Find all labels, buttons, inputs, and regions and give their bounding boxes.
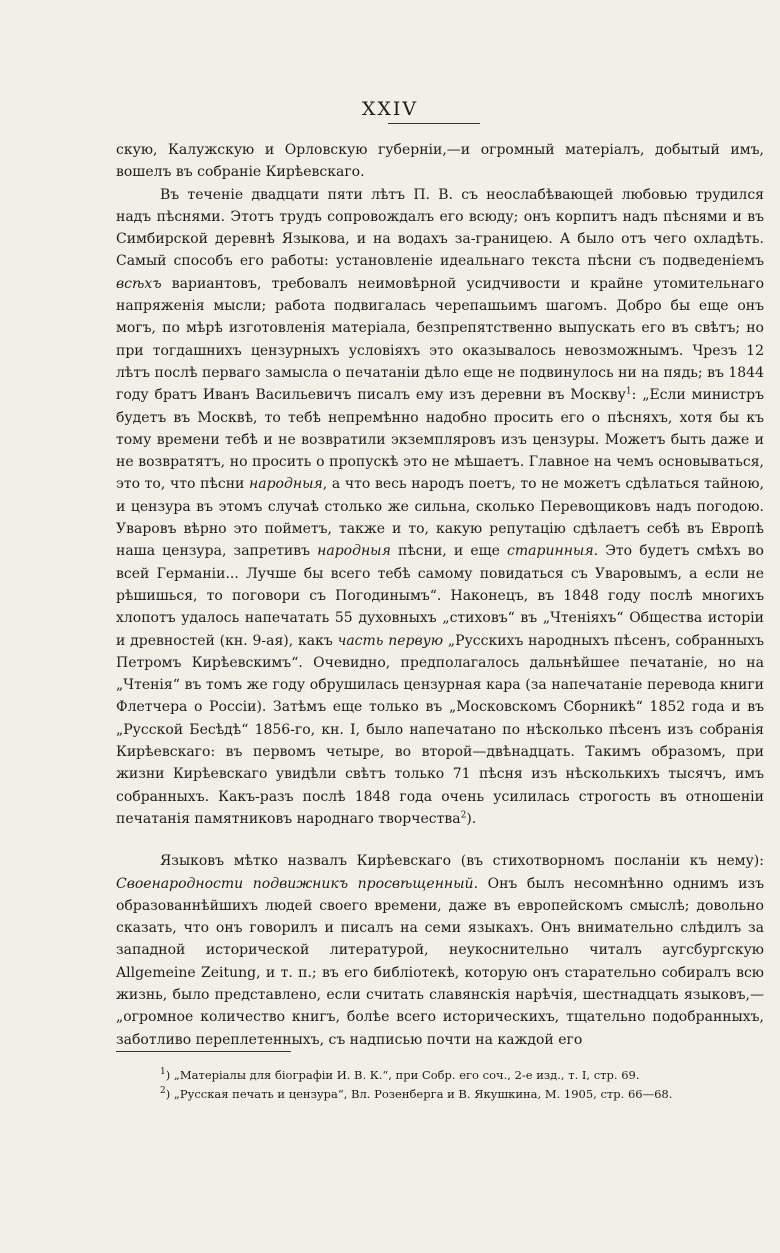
p2-emphasis-3: народныя xyxy=(317,543,391,560)
footnote-mark: 2 xyxy=(160,1086,166,1097)
p2-text-8: ). xyxy=(466,810,477,827)
footnote-mark: 1 xyxy=(160,1067,166,1078)
footnotes xyxy=(160,1066,760,1104)
footnote-2 xyxy=(160,1085,760,1104)
p3-text-2: Онъ былъ несомнѣнно однимъ изъ образованнѣйшихъ людей своего времени, даже въ европейскомъ смыслѣ; довольно сказать, что онъ говорилъ и писалъ на семи языкахъ. Онъ внимательно слѣдилъ за западной исторической литературой, неукоснительно читалъ аугсбургскую Allgemeine Zeitung, и т. п.; въ его библіотекѣ, которую онъ старательно собиралъ всю жизнь, было представлено, если считать славянскія нарѣчія, шестнадцать языковъ,—„огромное количество книгъ, болѣе всего историческихъ, тщательно подобранныхъ, заботливо переплетенныхъ, съ надписью почти на каждой его xyxy=(116,875,764,1048)
p2-emphasis-2: народныя xyxy=(249,476,323,493)
footnote-text: ) „Матеріалы для біографіи И. В. К.“, при Собр. его соч., 2-е изд., т. I, стр. 69. xyxy=(165,1068,640,1082)
p2-emphasis-5: часть первую xyxy=(337,632,444,649)
footnote-rule xyxy=(116,1051,291,1052)
footnote-ref-1: 1 xyxy=(625,386,632,397)
p2-text-2: вариантовъ, требовалъ неимовѣрной усидчивости и крайне утомительнаго напряженія мысли; работа подвигалась черепашьимъ шагомъ. Добро бы еще онъ могъ, по мѣрѣ изготовленія матеріала, безпрепятственно выпускать его въ свѣтъ; но при тогдашнихъ цензурныхъ условіяхъ это оказывалось невозможнымъ. Чрезъ 12 лѣтъ послѣ перваго замысла о печатаніи дѣло еще не подвинулось ни на пядь; въ 1844 году братъ Иванъ Васильевичъ писалъ ему изъ деревни въ Москву xyxy=(116,275,764,404)
p2-text-5: пѣсни, и еще xyxy=(390,543,508,560)
p2-text-4: , а что весь народъ поетъ, то не можетъ сдѣлаться тайною, и цензура въ этомъ случаѣ столько же сильна, сколько Перевощиковъ надъ погодою. Уваровъ вѣрно это пойметъ, также и то, какую репутацію сдѣлаетъ себѣ въ Европѣ наша цензура, запретивъ xyxy=(116,476,764,560)
p2-text-7: „Русскихъ народныхъ пѣсенъ, собранныхъ Петромъ Кирѣевскимъ“. Очевидно, предполагалось дальнѣйшее печатаніе, но на „Чтенія“ въ томъ же году обрушилась цензурная кара (за напечатаніе перевода книги Флетчера о Россіи). Затѣмъ еще только въ „Московскомъ Сборникѣ“ 1852 года и въ „Русской Бесѣдѣ“ 1856-го, кн. I, было напечатано по нѣсколько пѣсенъ изъ собранія Кирѣевскаго: въ первомъ четыре, во второй—двѣнадцать. Такимъ образомъ, при жизни Кирѣевскаго увидѣли свѣтъ только 71 пѣсня изъ нѣсколькихъ тысячъ, имъ собранныхъ. Какъ-разъ послѣ 1848 года очень усилилась строгость въ отношеніи печатанія памятниковъ народнаго творчества xyxy=(116,632,764,827)
paragraph-1: скую, Калужскую и Орловскую губерніи,—и огромный матеріалъ, добытый имъ, вошелъ въ собраніе Кирѣевскаго. xyxy=(116,142,764,181)
page-number: XXIV xyxy=(361,98,419,120)
paragraph-3 xyxy=(116,850,764,1051)
p2-emphasis-1: всѣхъ xyxy=(116,275,162,292)
p3-emphasis-1: Своенародности подвижникъ просвѣщенный. xyxy=(116,875,479,892)
p2-text-1: Въ теченіе двадцати пяти лѣтъ П. В. съ неослабѣвающей любовью трудился надъ пѣснями. Этотъ трудъ сопровождалъ его всюду; онъ корпитъ надъ пѣснями и въ Симбирской деревнѣ Языкова, и на водахъ за-границею. А было отъ чего охладѣть. Самый способъ его работы: установленіе идеальнаго текста пѣсни съ подведеніемъ xyxy=(116,186,764,270)
header-rule xyxy=(388,123,480,124)
p2-text-3: : „Если министръ будетъ въ Москвѣ, то тебѣ непремѣнно надобно просить его о пѣсняхъ, хотя бы къ тому времени тебѣ и не возвратили экземпляровъ изъ цензуры. Можетъ быть даже и не возвратятъ, но просить о пропускѣ это не мѣшаетъ. Главное на чемъ основываться, это то, что пѣсни xyxy=(116,387,764,493)
body-text xyxy=(116,139,764,1051)
p2-emphasis-4: старинныя xyxy=(507,543,594,560)
footnote-1 xyxy=(160,1066,760,1085)
p3-text-1: Языковъ мѣтко назвалъ Кирѣевскаго (въ стихотворномъ посланіи къ нему): xyxy=(160,853,764,870)
paragraph-2 xyxy=(116,184,764,831)
footnote-text: ) „Русская печать и цензура“, Вл. Розенберга и В. Якушкина, М. 1905, стр. 66—68. xyxy=(165,1087,673,1101)
p2-text-6: . Это будетъ смѣхъ во всей Германіи... Лучше бы всего тебѣ самому повидаться съ Уваровымъ, а если не рѣшишься, то поговори съ Погодинымъ“. Наконецъ, въ 1848 году послѣ многихъ хлопотъ удалось напечатать 55 духовныхъ „стиховъ“ въ „Чтеніяхъ“ Общества исторіи и древностей (кн. 9-ая), какъ xyxy=(116,543,764,649)
footnote-ref-2: 2 xyxy=(460,810,467,821)
